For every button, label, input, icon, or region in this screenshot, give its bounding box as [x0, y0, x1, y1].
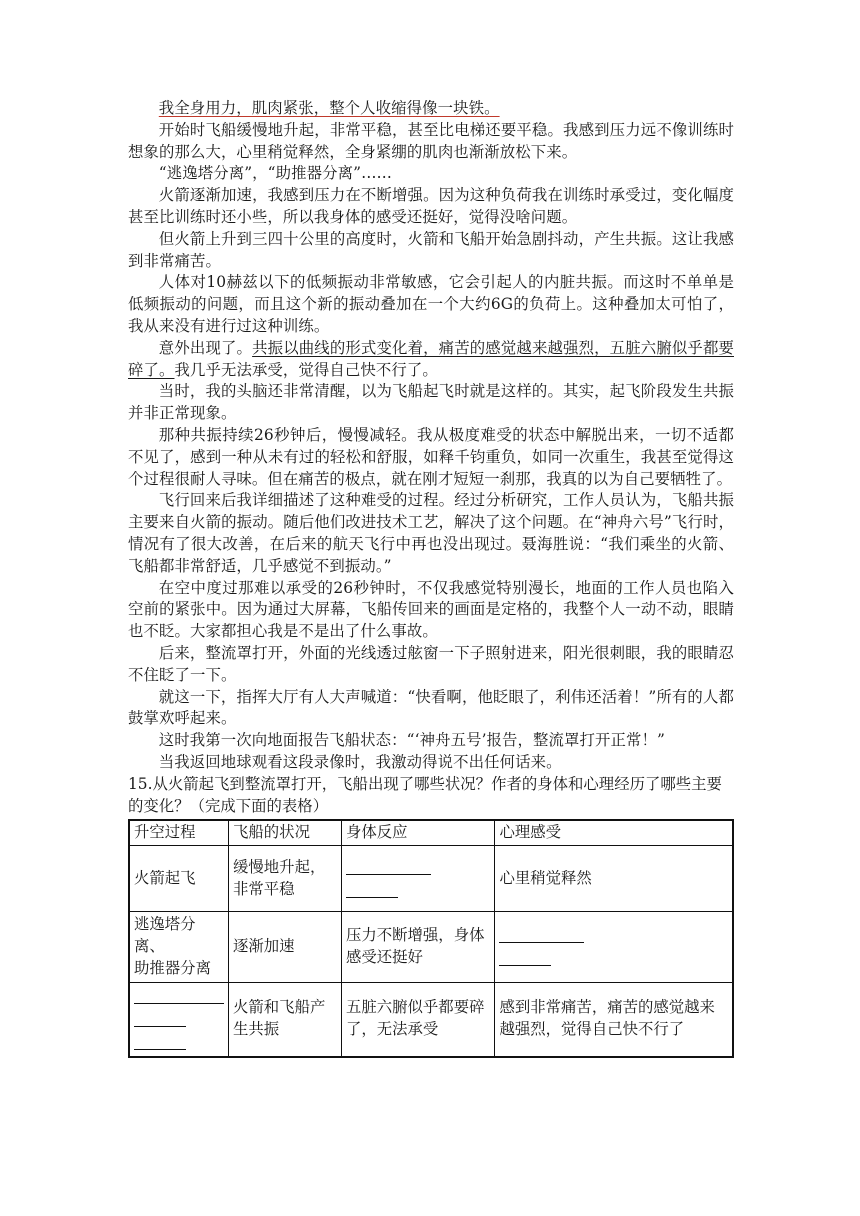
cell-process-blank[interactable]: [129, 982, 229, 1057]
paragraph: 那种共振持续26秒钟后，慢慢减轻。我从极度难受的状态中解脱出来，一切不适都不见了，感到一种从未有过的轻松和舒服，如释千钧重负，如同一次重生，我甚至觉得这个过程很耐人寻味。但在痛苦的极点，就在刚才短短一刹那，我真的以为自己要牺牲了。: [128, 425, 734, 488]
header-ship: 飞船的状况: [229, 820, 342, 846]
answer-blank[interactable]: [134, 1031, 186, 1050]
paragraph: 飞行回来后我详细描述了这种难受的过程。经过分析研究，工作人员认为，飞船共振主要来自火箭的振动。随后他们改进技术工艺，解决了这个问题。在“神舟六号”飞行时，情况有了很大改善，在后来的航天飞行中再也没出现过。聂海胜说：“我们乘坐的火箭、飞船都非常舒适，几乎感觉不到振动。”: [128, 491, 734, 575]
document-page: [128, 98, 734, 1058]
answer-blank[interactable]: [134, 985, 224, 1004]
answer-blank[interactable]: [346, 856, 431, 875]
cell-mind: 心里稍觉释然: [495, 846, 733, 912]
underlined-sentence: 我全身用力，肌肉紧张，整个人收缩得像一块铁。: [158, 99, 500, 117]
table-row: [129, 846, 733, 912]
cell-body: 五脏六腑似乎都要碎了，无法承受: [341, 982, 495, 1057]
cell-body: 压力不断增强，身体感受还挺好: [341, 912, 495, 982]
paragraph: 火箭逐渐加速，我感到压力在不断增强。因为这种负荷我在训练时承受过，变化幅度甚至比训练时还小些，所以我身体的感受还挺好，觉得没啥问题。: [128, 186, 734, 226]
paragraph: 在空中度过那难以承受的26秒钟时，不仅我感觉特别漫长，地面的工作人员也陷入空前的紧张中。因为通过大屏幕，飞船传回来的画面是定格的，我整个人一动不动，眼睛也不眨。大家都担心我是不是出了什么事故。: [128, 578, 734, 641]
paragraph-accident: [128, 338, 734, 382]
answer-table: [128, 819, 734, 1057]
answer-blank[interactable]: [346, 879, 398, 898]
table-header-row: [129, 820, 733, 846]
underlined-sentence: 共振以曲线的形式变化着，痛苦的感觉越来越强烈，五脏六腑似乎都要碎了。: [128, 338, 734, 379]
table-row: [129, 912, 733, 982]
paragraph: “逃逸塔分离”，“助推器分离”……: [158, 164, 393, 183]
accident-suffix: 我几乎无法承受，觉得自己快不行了。: [174, 360, 438, 379]
paragraph: 就这一下，指挥大厅有人大声喊道：“快看啊，他眨眼了，利伟还活着！”所有的人都鼓掌欢呼起来。: [128, 687, 734, 728]
cell-body-blank[interactable]: [341, 846, 495, 912]
answer-blank[interactable]: [499, 924, 584, 943]
cell-process: 火箭起飞: [129, 846, 229, 912]
cell-ship: 逐渐加速: [229, 912, 342, 982]
header-mind: 心理感受: [495, 820, 733, 846]
answer-blank[interactable]: [499, 947, 551, 966]
paragraph: 当时，我的头脑还非常清醒，以为飞船起飞时就是这样的。其实，起飞阶段发生共振并非正常现象。: [128, 382, 734, 423]
paragraph: 这时我第一次向地面报告飞船状态：“‘神舟五号’报告，整流罩打开正常！”: [158, 731, 665, 750]
cell-process: 逃逸塔分 离、 助推器分离: [129, 912, 229, 982]
accident-prefix: 意外出现了。: [158, 338, 253, 357]
paragraph: 人体对10赫兹以下的低频振动非常敏感，它会引起人的内脏共振。而这时不单单是低频振动的问题，而且这个新的振动叠加在一个大约6G的负荷上。这种叠加太可怕了，我从来没有进行过这种训练。: [128, 273, 734, 335]
cell-mind-blank[interactable]: [495, 912, 733, 982]
header-process: 升空过程: [129, 820, 229, 846]
answer-blank[interactable]: [134, 1008, 186, 1027]
paragraph: 后来，整流罩打开，外面的光线透过舷窗一下子照射进来，阳光很刺眼，我的眼睛忍不住眨了一下。: [128, 643, 734, 684]
paragraph: 当我返回地球观看这段录像时，我激动得说不出任何话来。: [158, 752, 562, 771]
paragraph: 开始时飞船缓慢地升起，非常平稳，甚至比电梯还要平稳。我感到压力远不像训练时想象的那么大，心里稍觉释然，全身紧绷的肌肉也渐渐放松下来。: [128, 120, 734, 161]
paragraph: 但火箭上升到三四十公里的高度时，火箭和飞船开始急剧抖动，产生共振。这让我感到非常痛苦。: [128, 229, 734, 270]
header-body: 身体反应: [341, 820, 495, 846]
table-row: [129, 982, 733, 1057]
cell-ship: 火箭和飞船产生共振: [229, 982, 342, 1057]
cell-mind: 感到非常痛苦，痛苦的感觉越来越强烈，觉得自己快不行了: [495, 982, 733, 1057]
cell-ship: 缓慢地升起，非常平稳: [229, 846, 342, 912]
paragraph-top: [128, 98, 734, 120]
question-15: 15.从火箭起飞到整流罩打开，飞船出现了哪些状况？作者的身体和心理经历了哪些主要的变化？（完成下面的表格）: [128, 774, 722, 815]
